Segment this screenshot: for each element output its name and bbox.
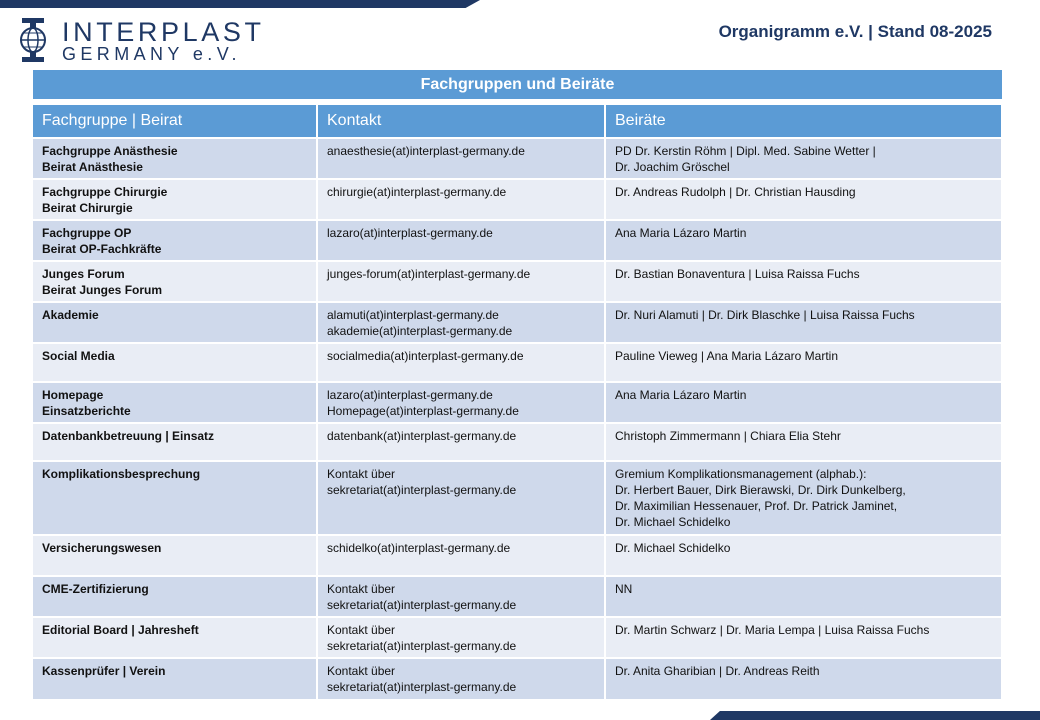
globe-emblem-icon <box>20 18 56 62</box>
group-name-cell: Datenbankbetreuung | Einsatz <box>33 423 317 461</box>
logo-text-interplast: INTERPLAST <box>62 17 265 47</box>
members-cell: Pauline Vieweg | Ana Maria Lázaro Martin <box>605 343 1002 382</box>
members-cell: Dr. Anita Gharibian | Dr. Andreas Reith <box>605 658 1002 699</box>
contact-cell: anaesthesie(at)interplast-germany.de <box>317 138 605 179</box>
group-name-cell: Junges Forum Beirat Junges Forum <box>33 261 317 302</box>
members-cell: NN <box>605 576 1002 617</box>
members-cell: Dr. Nuri Alamuti | Dr. Dirk Blaschke | Luisa Raissa Fuchs <box>605 302 1002 343</box>
group-name-cell: CME-Zertifizierung <box>33 576 317 617</box>
table-row <box>33 658 1002 699</box>
contact-cell: datenbank(at)interplast-germany.de <box>317 423 605 461</box>
table-row <box>33 302 1002 343</box>
group-name-cell: Editorial Board | Jahresheft <box>33 617 317 658</box>
members-cell: Gremium Komplikationsmanagement (alphab.): Dr. Herbert Bauer, Dirk Bierawski, Dr. Dirk Dunkelberg, Dr. Maximilian Hessenauer, Prof. Dr. Patrick Jaminet, Dr. Michael Schidelko <box>605 461 1002 535</box>
group-name-cell: Kassenprüfer | Verein <box>33 658 317 699</box>
contact-cell: Kontakt über sekretariat(at)interplast-germany.de <box>317 658 605 699</box>
table-row <box>33 220 1002 261</box>
members-cell: Dr. Michael Schidelko <box>605 535 1002 576</box>
column-header-group: Fachgruppe | Beirat <box>33 105 317 138</box>
logo-text-germany: GERMANY e.V. <box>62 44 241 64</box>
group-name-cell: Versicherungswesen <box>33 535 317 576</box>
table-row <box>33 343 1002 382</box>
group-name-cell: Akademie <box>33 302 317 343</box>
table-row <box>33 461 1002 535</box>
members-cell: Dr. Bastian Bonaventura | Luisa Raissa Fuchs <box>605 261 1002 302</box>
contact-cell: socialmedia(at)interplast-germany.de <box>317 343 605 382</box>
table-row <box>33 179 1002 220</box>
bottom-accent-bar <box>710 711 1040 720</box>
table-header-row <box>33 105 1002 138</box>
table-row <box>33 423 1002 461</box>
table-body <box>33 138 1002 699</box>
members-cell: Ana Maria Lázaro Martin <box>605 382 1002 423</box>
group-name-cell: Komplikationsbesprechung <box>33 461 317 535</box>
table-row <box>33 535 1002 576</box>
contact-cell: Kontakt über sekretariat(at)interplast-germany.de <box>317 461 605 535</box>
contact-cell: chirurgie(at)interplast-germany.de <box>317 179 605 220</box>
group-name-cell: Fachgruppe OP Beirat OP-Fachkräfte <box>33 220 317 261</box>
column-header-members: Beiräte <box>605 105 1002 138</box>
document-title: Organigramm e.V. | Stand 08-2025 <box>718 22 992 41</box>
contact-cell: lazaro(at)interplast-germany.de <box>317 220 605 261</box>
contact-cell: schidelko(at)interplast-germany.de <box>317 535 605 576</box>
contact-cell: junges-forum(at)interplast-germany.de <box>317 261 605 302</box>
table-row <box>33 261 1002 302</box>
members-cell: PD Dr. Kerstin Röhm | Dipl. Med. Sabine Wetter | Dr. Joachim Gröschel <box>605 138 1002 179</box>
table-row <box>33 382 1002 423</box>
members-cell: Christoph Zimmermann | Chiara Elia Stehr <box>605 423 1002 461</box>
members-cell: Ana Maria Lázaro Martin <box>605 220 1002 261</box>
group-name-cell: Homepage Einsatzberichte <box>33 382 317 423</box>
contact-cell: alamuti(at)interplast-germany.de akademie(at)interplast-germany.de <box>317 302 605 343</box>
table-row <box>33 138 1002 179</box>
interplast-logo <box>20 18 280 62</box>
contact-cell: Kontakt über sekretariat(at)interplast-germany.de <box>317 576 605 617</box>
members-cell: Dr. Andreas Rudolph | Dr. Christian Hausding <box>605 179 1002 220</box>
table-row <box>33 576 1002 617</box>
group-name-cell: Fachgruppe Chirurgie Beirat Chirurgie <box>33 179 317 220</box>
group-name-cell: Social Media <box>33 343 317 382</box>
section-title: Fachgruppen und Beiräte <box>33 70 1002 100</box>
contact-cell: lazaro(at)interplast-germany.de Homepage(at)interplast-germany.de <box>317 382 605 423</box>
contact-cell: Kontakt über sekretariat(at)interplast-germany.de <box>317 617 605 658</box>
group-name-cell: Fachgruppe Anästhesie Beirat Anästhesie <box>33 138 317 179</box>
groups-table <box>33 105 1003 699</box>
top-accent-bar <box>0 0 480 8</box>
members-cell: Dr. Martin Schwarz | Dr. Maria Lempa | Luisa Raissa Fuchs <box>605 617 1002 658</box>
table-row <box>33 617 1002 658</box>
column-header-contact: Kontakt <box>317 105 605 138</box>
